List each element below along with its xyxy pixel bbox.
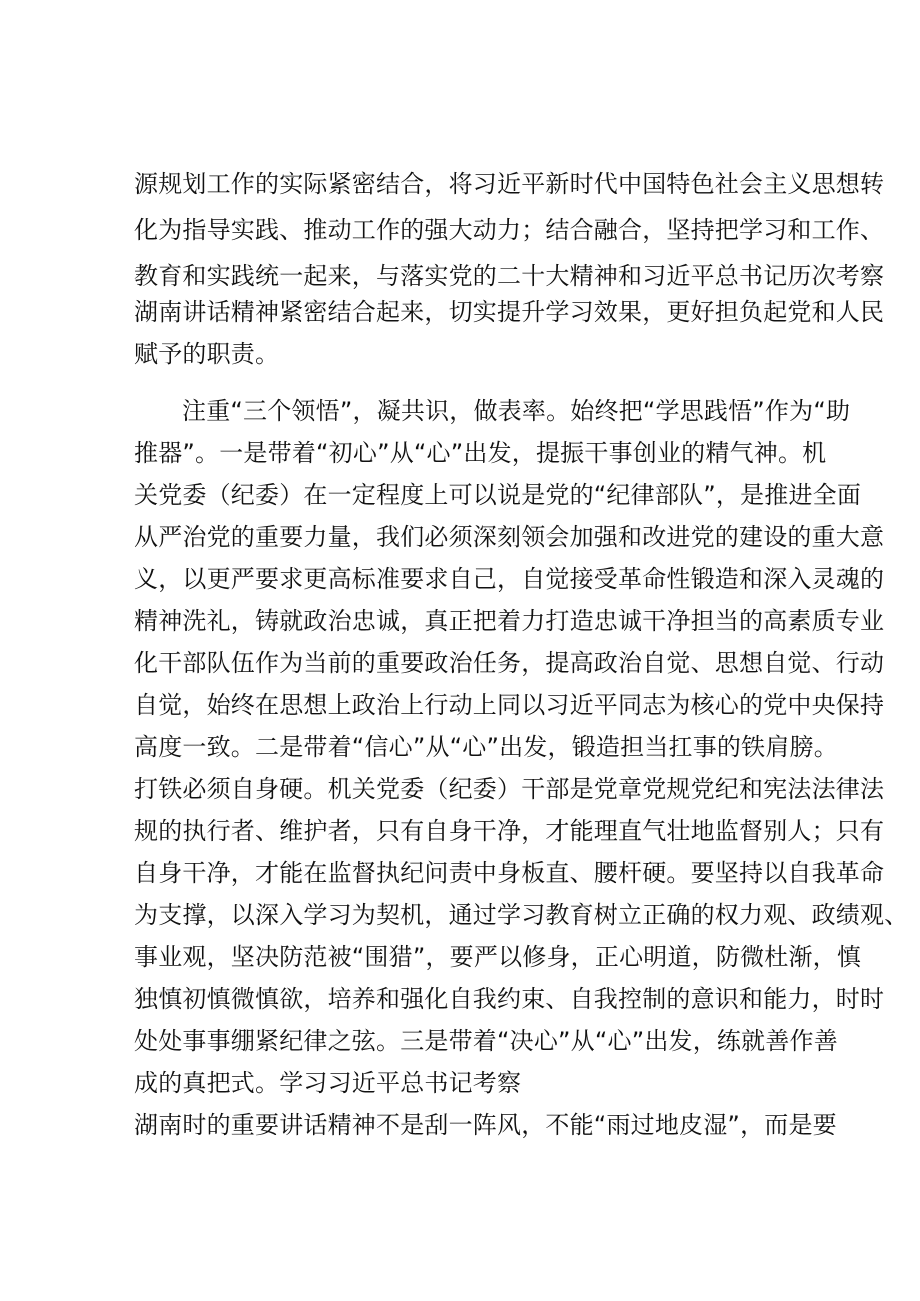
paragraph-2-line-1: 注重“三个领悟”，凝共识，做表率。始终把“学思践悟”作为“助: [182, 397, 851, 425]
paragraph-2-line-8: 自觉，始终在思想上政治上行动上同以习近平同志为核心的党中央保持: [134, 691, 885, 719]
paragraph-2-line-4: 从严治党的重要力量，我们必须深刻领会加强和改进党的建设的重大意: [134, 523, 885, 551]
paragraph-2-line-2: 推器”。一是带着“初心”从“心”出发，提振干事创业的精气神。机: [134, 439, 827, 467]
paragraph-2-line-18: 湖南时的重要讲话精神不是刮一阵风，不能“雨过地皮湿”，而是要: [134, 1111, 837, 1139]
paragraph-1-line-4: 湖南讲话精神紧密结合起来，切实提升学习效果，更好担负起党和人民: [134, 298, 885, 326]
paragraph-2-line-17: 成的真把式。学习习近平总书记考察: [134, 1069, 522, 1097]
paragraph-2-line-11: 规的执行者、维护者，只有自身干净，才能理直气壮地监督别人；只有: [134, 817, 885, 845]
paragraph-2-line-10: 打铁必须自身硬。机关党委（纪委）干部是党章党规党纪和宪法法律法: [134, 775, 885, 803]
paragraph-2-line-14: 事业观，坚决防范被“围猎”，要严以修身，正心明道，防微杜渐，慎: [134, 943, 862, 971]
paragraph-2-line-16: 处处事事绷紧纪律之弦。三是带着“决心”从“心”出发，练就善作善: [134, 1027, 838, 1055]
paragraph-1-line-1: 源规划工作的实际紧密结合，将习近平新时代中国特色社会主义思想转: [134, 170, 885, 198]
paragraph-2-line-7: 化干部队伍作为当前的重要政治任务，提高政治自觉、思想自觉、行动: [134, 649, 885, 677]
paragraph-2-line-3: 关党委（纪委）在一定程度上可以说是党的“纪律部队”，是推进全面: [134, 481, 862, 509]
paragraph-1-line-3: 教育和实践统一起来，与落实党的二十大精神和习近平总书记历次考察: [134, 262, 885, 290]
paragraph-2-line-9: 高度一致。二是带着“信心”从“心”出发，锻造担当扛事的铁肩膀。: [134, 733, 838, 761]
paragraph-2-line-6: 精神洗礼，铸就政治忠诚，真正把着力打造忠诚干净担当的高素质专业: [134, 607, 885, 635]
paragraph-1-line-2: 化为指导实践、推动工作的强大动力；结合融合，坚持把学习和工作、: [134, 216, 885, 244]
paragraph-2-line-5: 义，以更严要求更高标准要求自己，自觉接受革命性锻造和深入灵魂的: [134, 565, 885, 593]
paragraph-2-line-13: 为支撑，以深入学习为契机，通过学习教育树立正确的权力观、政绩观、: [134, 901, 909, 929]
paragraph-1-line-5: 赋予的职责。: [134, 340, 280, 368]
paragraph-2-line-15: 独慎初慎微慎欲，培养和强化自我约束、自我控制的意识和能力，时时: [134, 985, 885, 1013]
paragraph-2-line-12: 自身干净，才能在监督执纪问责中身板直、腰杆硬。要坚持以自我革命: [134, 859, 885, 887]
